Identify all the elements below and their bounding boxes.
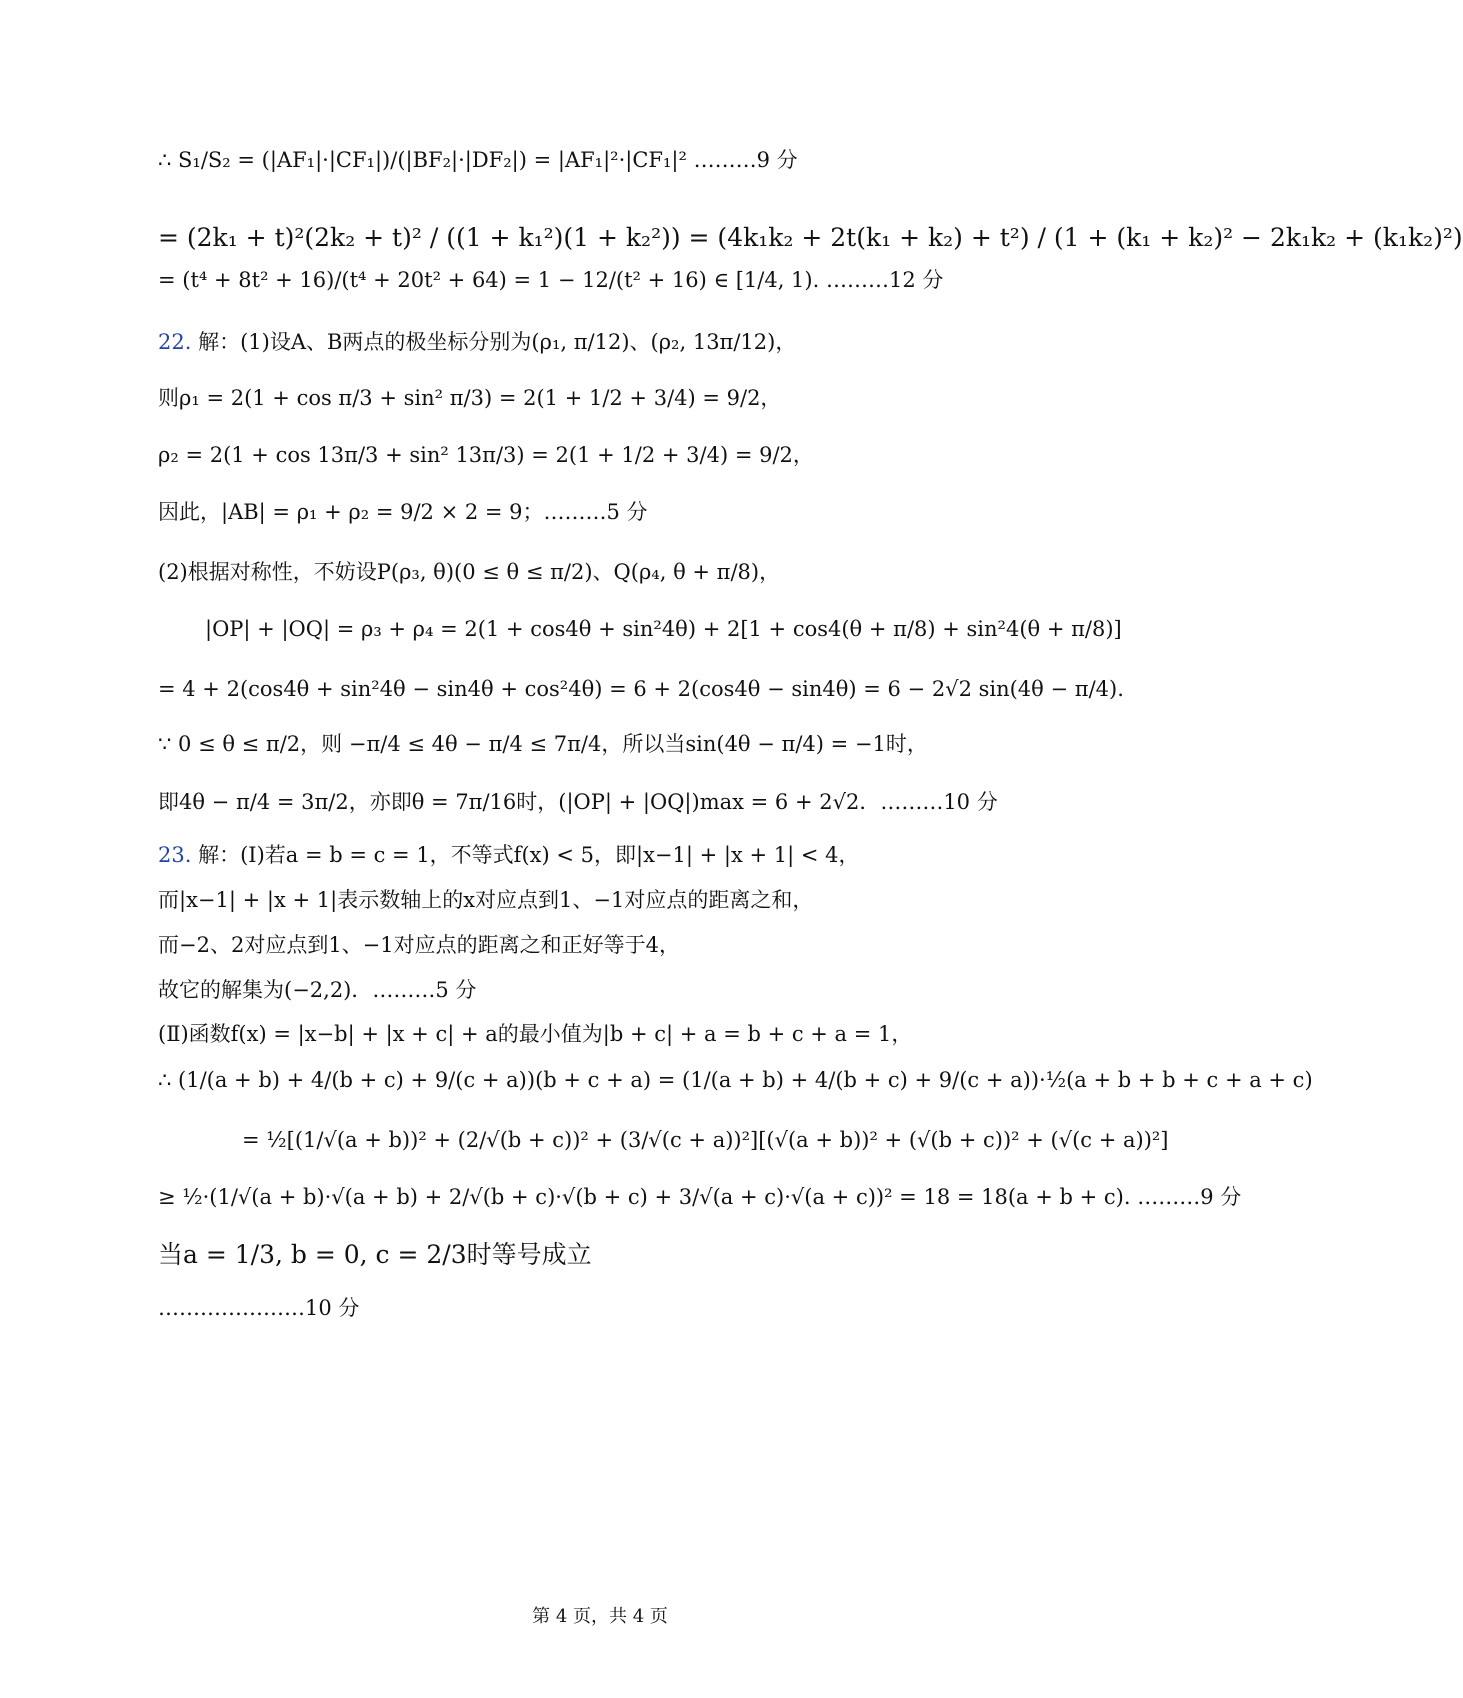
eq-line-18: ∴ (1/(a + b) + 4/(b + c) + 9/(c + a))(b + c + a) = (1/(a + b) + 4/(b + c) + 9/(c + a))·½(a + b + b + c + a + c) (158, 1068, 1313, 1092)
eq-line-1: ∴ S₁/S₂ = (|AF₁|·|CF₁|)/(|BF₂|·|DF₂|) = |AF₁|²·|CF₁|² ………9 分 (158, 148, 798, 172)
eq-line-19: = ½[(1/√(a + b))² + (2/√(b + c))² + (3/√(c + a))²][(√(a + b))² + (√(b + c))² + (√(c + a))²] (242, 1128, 1169, 1152)
question-number: 23. (158, 843, 192, 867)
question-text: 解：(1)设A、B两点的极坐标分别为(ρ₁, π/12)、(ρ₂, 13π/12)， (191, 330, 797, 354)
eq-line-3: = (t⁴ + 8t² + 16)/(t⁴ + 20t² + 64) = 1 − 12/(t² + 16) ∈ [1/4, 1). ………12 分 (158, 268, 944, 292)
eq-line-2: = (2k₁ + t)²(2k₂ + t)² / ((1 + k₁²)(1 + k₂²)) = (4k₁k₂ + 2t(k₁ + k₂) + t²) / (1 + (k₁ + k₂)² − 2k₁k₂ + (k₁k₂)²) (158, 223, 1463, 252)
score-line-22: …………………10 分 (158, 1296, 360, 1320)
eq-line-5: 则ρ₁ = 2(1 + cos π/3 + sin² π/3) = 2(1 + 1/2 + 3/4) = 9/2， (158, 386, 782, 410)
text-line-15: 而−2、2对应点到1、−1对应点的距离之和正好等于4， (158, 933, 680, 957)
eq-line-12: 即4θ − π/4 = 3π/2，亦即θ = 7π/16时，(|OP| + |OQ|)max = 6 + 2√2．………10 分 (158, 790, 998, 814)
eq-line-10: = 4 + 2(cos4θ + sin²4θ − sin4θ + cos²4θ) = 6 + 2(cos4θ − sin4θ) = 6 − 2√2 sin(4θ − π/4). (158, 677, 1124, 701)
text-line-16: 故它的解集为(−2,2)．………5 分 (158, 978, 477, 1002)
text-line-14: 而|x−1| + |x + 1|表示数轴上的x对应点到1、−1对应点的距离之和， (158, 888, 814, 912)
eq-line-8: (2)根据对称性，不妨设P(ρ₃, θ)(0 ≤ θ ≤ π/2)、Q(ρ₄, θ + π/8)， (158, 560, 781, 584)
page-footer: 第 4 页，共 4 页 (532, 1606, 668, 1627)
question-number: 22. (158, 330, 192, 354)
eq-line-9: |OP| + |OQ| = ρ₃ + ρ₄ = 2(1 + cos4θ + sin²4θ) + 2[1 + cos4(θ + π/8) + sin²4(θ + π/8)] (205, 617, 1122, 641)
question-22-header (158, 330, 796, 355)
eq-line-20: ≥ ½·(1/√(a + b)·√(a + b) + 2/√(b + c)·√(b + c) + 3/√(a + c)·√(a + c))² = 18 = 18(a + b + c). ………9 分 (158, 1185, 1242, 1209)
eq-line-21: 当a = 1/3, b = 0, c = 2/3时等号成立 (158, 1240, 592, 1269)
question-23-header (158, 843, 860, 868)
question-text: 解：(Ⅰ)若a = b = c = 1，不等式f(x) < 5，即|x−1| + |x + 1| < 4， (191, 843, 860, 867)
eq-line-7: 因此，|AB| = ρ₁ + ρ₂ = 9/2 × 2 = 9；………5 分 (158, 500, 648, 524)
text-line-17: (Ⅱ)函数f(x) = |x−b| + |x + c| + a的最小值为|b + c| + a = b + c + a = 1， (158, 1022, 913, 1046)
eq-line-11: ∵ 0 ≤ θ ≤ π/2，则 −π/4 ≤ 4θ − π/4 ≤ 7π/4，所以当sin(4θ − π/4) = −1时， (158, 732, 928, 756)
eq-line-6: ρ₂ = 2(1 + cos 13π/3 + sin² 13π/3) = 2(1 + 1/2 + 3/4) = 9/2， (158, 443, 814, 467)
